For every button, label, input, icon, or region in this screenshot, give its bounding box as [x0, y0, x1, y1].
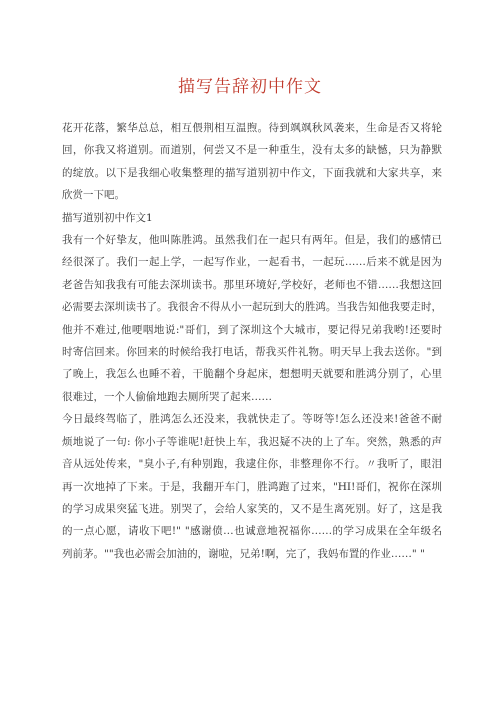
text-line: 的绽放。以下是我细心收集整理的描写道别初中作文，下面我就和大家共享，来: [62, 166, 442, 179]
text-line: 再一次地掉了下来。于是，我翻开车门，胜鸿跑了过来，"HI!哥们，祝你在深圳: [62, 480, 442, 493]
text-line: 的一点心愿，请收下吧!" "感谢偾…也诚意地祝福你……的学习成果在全年级名: [62, 525, 442, 538]
text-line: 他并不难过,他哽咽地说:"哥们，到了深圳这个大城市，要记得兄弟我哟!还要时: [62, 323, 442, 336]
text-line: 描写道别初中作文1: [62, 211, 153, 224]
document-title: 描写告辞初中作文: [178, 77, 322, 97]
text-line: 经很深了。我们一起上学，一起写作业，一起看书，一起玩……后来不就是因为: [62, 256, 442, 269]
essay-heading: [62, 207, 442, 229]
text-line: 音从远处传来，"臭小子,有种别跑，我逮住你，非整理你不行。〃我听了，眼泪: [62, 458, 442, 471]
text-line: 回，你我又将道别。而道别，何尝又不是一种重生，没有太多的缺憾，只为静默: [62, 144, 442, 157]
text-line: 欣赏一下吧。: [62, 189, 125, 202]
text-line: 今日最终驾临了，胜鸿怎么还没来，我就快走了。等呀等!怎么还没来!爸爸不耐: [62, 413, 442, 426]
document-body: [62, 117, 442, 565]
text-line: 老爸告知我我有可能去深圳读书。那里环境好,学校好，老师也不错……我想这回: [62, 278, 442, 291]
text-line: 烦地说了一句: 你小子等谁呢!赶快上车，我迟疑不决的上了车。突然，熟悉的声: [62, 435, 442, 448]
essay-paragraph-2: [62, 408, 442, 565]
text-line: 了晚上，我怎么也睡不着，干脆翻个身起床，想想明天就要和胜鸿分别了，心里: [62, 368, 442, 381]
text-line: 必需要去深圳读书了。我很舍不得从小一起玩到大的胜鸿。当我告知他我要走时，: [62, 301, 442, 314]
text-line: 的学习成果突猛飞进。别哭了，会给人家笑的，又不是生离死别。好了，这是我: [62, 502, 442, 515]
text-line: 时寄信回来。你回来的时候给我打电话，帮我买件礼物。明天早上我去送你。"到: [62, 346, 442, 359]
text-line: 我有一个好挚友，他叫陈胜鸿。虽然我们在一起只有两年。但是，我们的感情已: [62, 234, 442, 247]
text-line: 列前茅。""我也必需会加油的，谢啦，兄弟!啊，完了，我妈布置的作业……" ": [62, 547, 425, 560]
text-line: 很难过，一个人偷偷地跑去厕所哭了起来……: [62, 390, 272, 403]
essay-paragraph-1: [62, 229, 442, 408]
intro-paragraph: [62, 117, 442, 207]
text-line: 花开花落，繁华总总，相互偎荆相互温煦。待到飒飒秋风袭来，生命是否又将轮: [62, 122, 442, 134]
